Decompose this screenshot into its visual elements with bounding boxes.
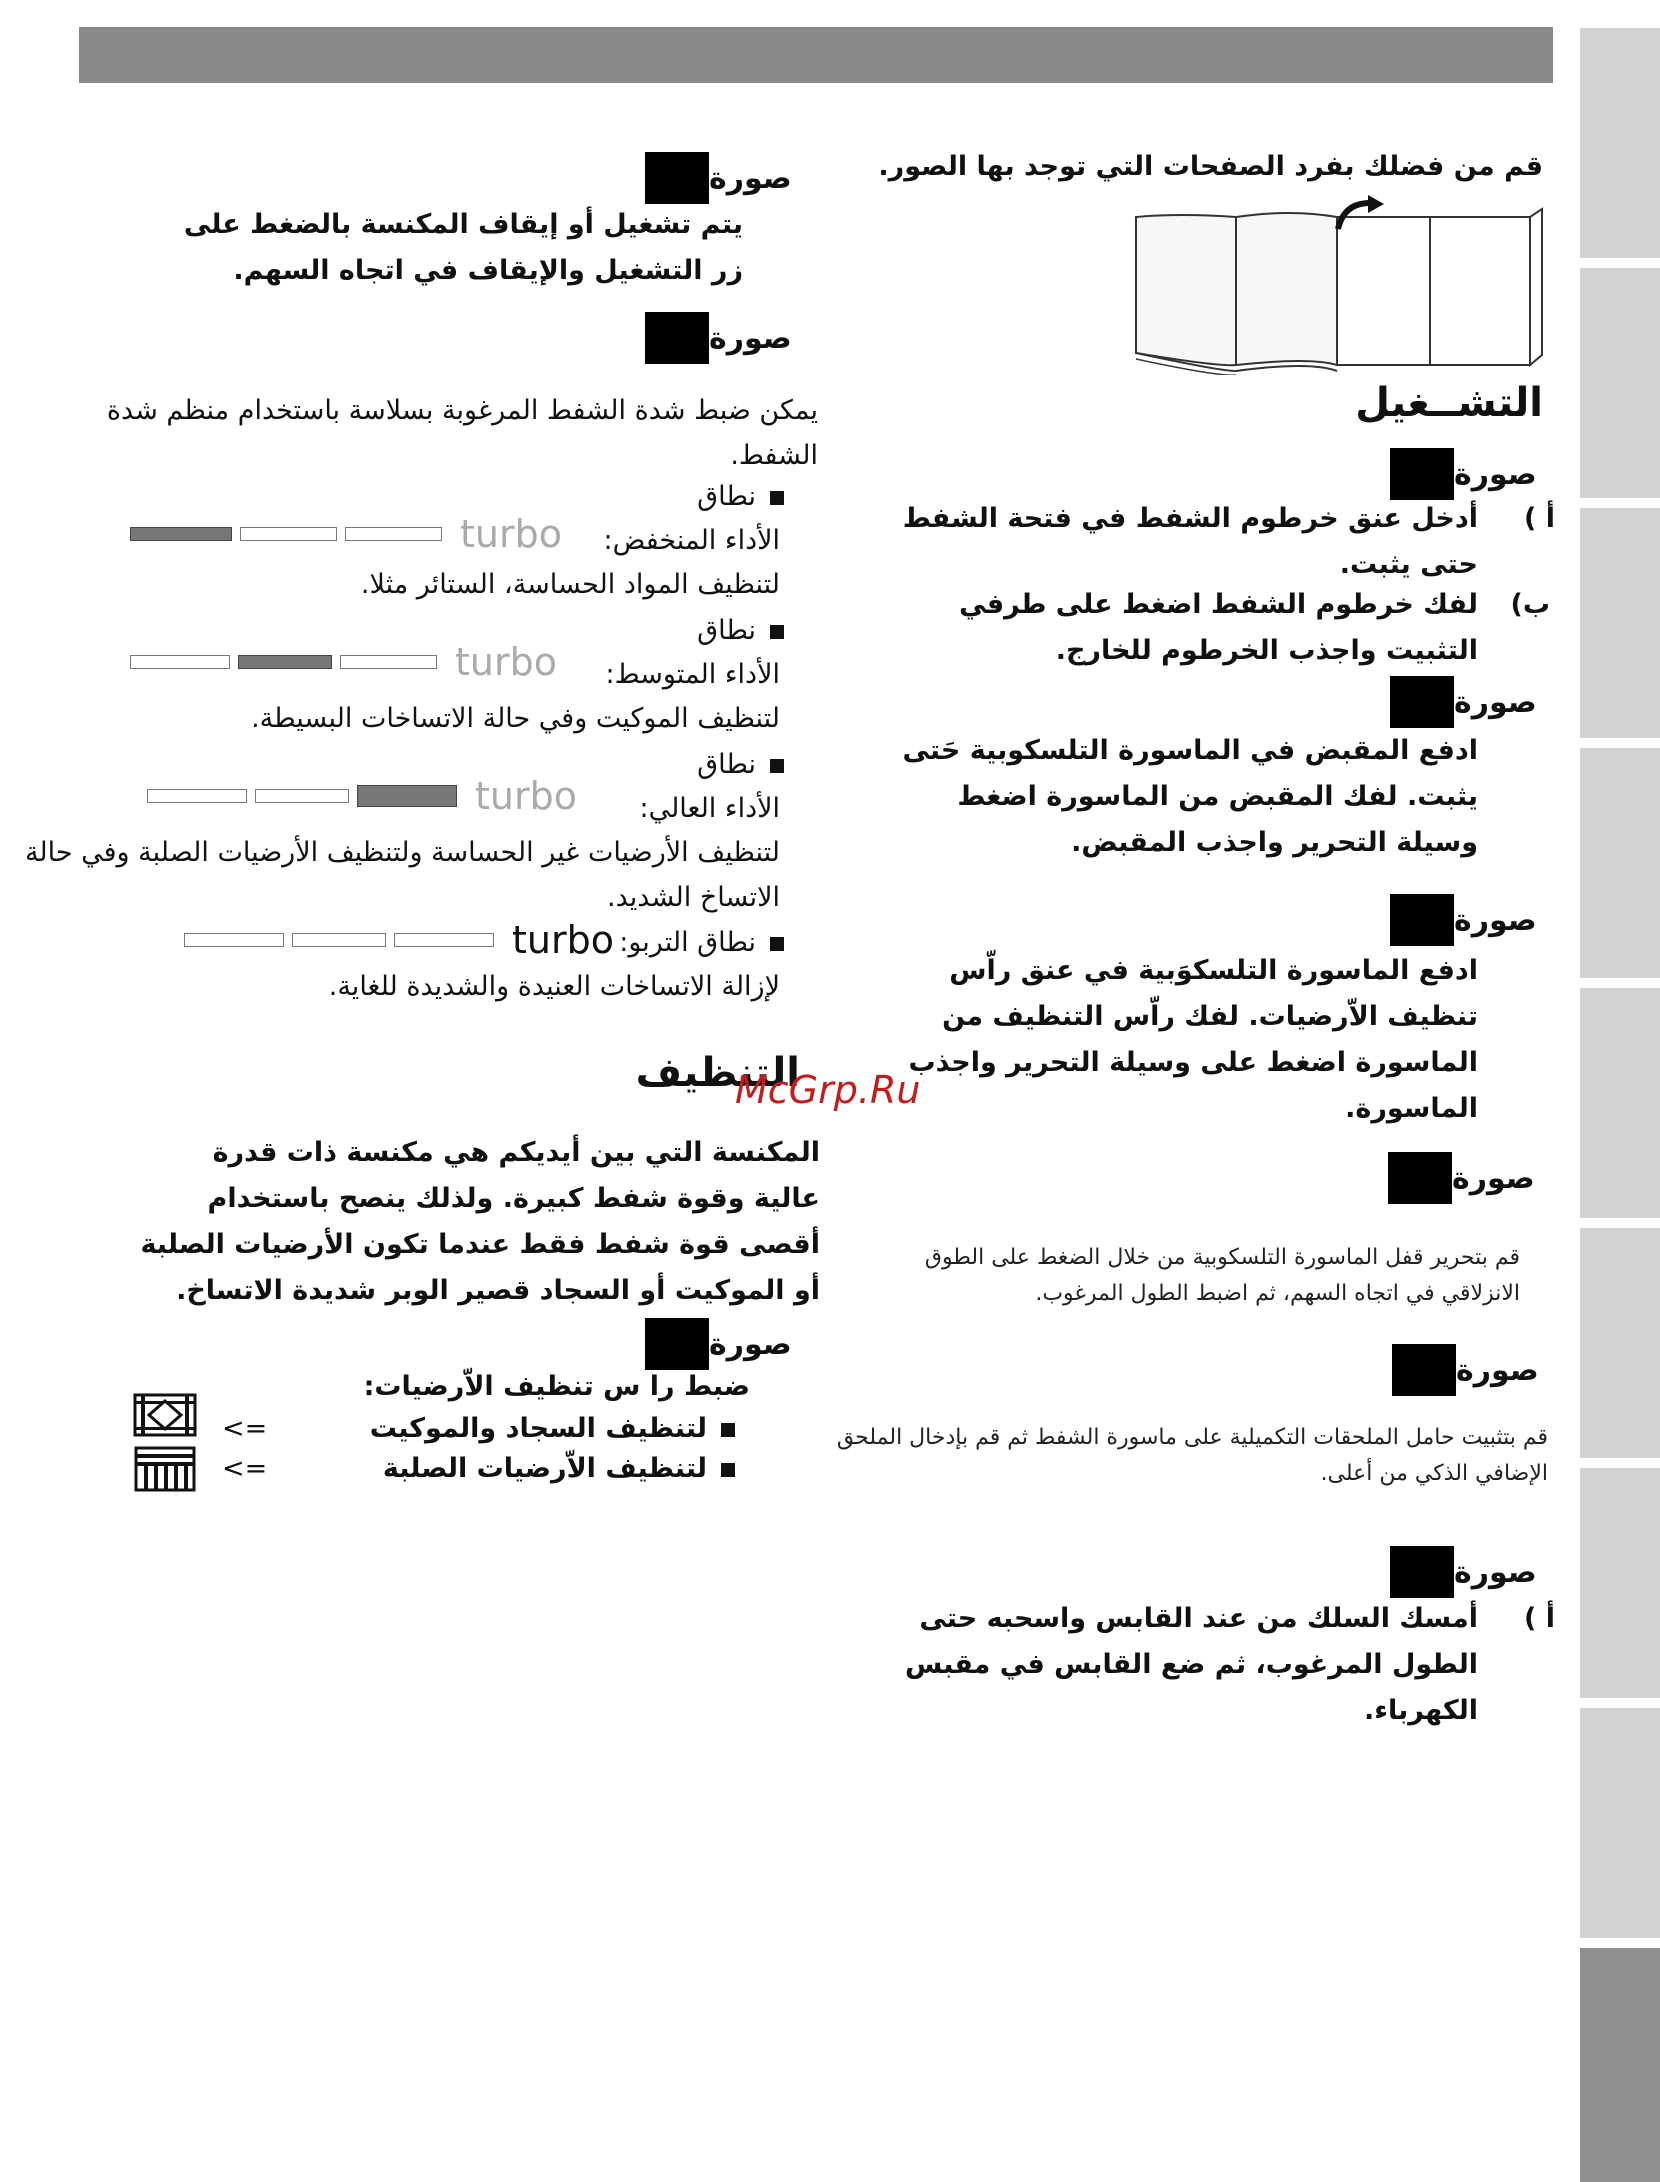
suction-meter-high [147,774,577,818]
range-turbo-desc: لإزالة الاتساخات العنيدة والشديدة للغاية. [328,971,780,1002]
meter-segment [292,933,386,947]
header-bar [79,27,1553,83]
suction-meter-turbo [184,918,614,962]
step-b-text: لفك خرطوم الشفط اضغط على طرفي التثبيت واجذب الخرطوم للخارج. [959,589,1478,666]
carpet-setting-item: لتنظيف السجاد والموكيت [370,1406,735,1452]
meter-segment [357,785,457,807]
cleaning-text: المكنسة التي بين أيديكم هي مكنسة ذات قدرة عالية وقوة شفط كبيرة. ولذلك ينصح باستخدام أقصى قوة شفط فقط عندما تكون الأرضيات الصلبة أو الموكيت أو السجاد قصير الوبر شديدة الاتساخ. [140,1137,820,1306]
step-a-text: أدخل عنق خرطوم الشفط في فتحة الشفط حتى يثبت. [902,503,1478,580]
hard-floor-setting-item: لتنظيف الاّرضيات الصلبة [383,1446,735,1492]
figure-2-text: ادفع المقبض في الماسورة التلسكوبية حَتى يثبت. لفك المقبض من الماسورة اضغط وسيلة التحرير واجذب المقبض. [902,735,1478,858]
meter-segment [340,655,437,669]
figure-4-text: قم بتحرير قفل الماسورة التلسكوبية من خلال الضغط على الطوق الانزلاقي في اتجاه السهم، ثم اضبط الطول المرغوب. [924,1245,1520,1306]
bullet-icon [721,1423,735,1437]
side-tab-2[interactable] [1580,268,1660,498]
hard-floor-setting-icon [134,1446,196,1492]
figure-6-text: أمسك السلك من عند القابس واسحبه حتى الطول المرغوب، ثم ضع القابس في مقبس الكهرباء. [905,1603,1478,1726]
figure-number-box [1390,1546,1454,1598]
side-tab-6[interactable] [1580,1228,1660,1458]
figure-5-text: قم بتثبيت حامل الملحقات التكميلية على ماسورة الشفط ثم قم بإدخال الملحق الإضافي الذكي من أعلى. [836,1425,1548,1486]
bullet-icon [770,759,784,773]
bullet-icon [770,937,784,951]
figure-number-box [645,1318,709,1370]
suction-meter-mid [130,640,557,684]
section-cleaning-heading: التنظيف [635,1050,800,1096]
figure-9-label: صورة [645,1318,792,1370]
arrow-symbol: <= [222,1453,268,1484]
figure-7-text: يتم تشغيل أو إيقاف المكنسة بالضغط على زر التشغيل والإيقاف في اتجاه السهم. [183,209,743,286]
range-low-desc: لتنظيف المواد الحساسة، الستائر مثلا. [360,569,780,600]
arrow-symbol: <= [222,1413,268,1444]
figure-2-label: صورة [1390,676,1537,728]
section-operation-heading: التشــغيل [1355,380,1543,426]
turbo-label: turbo [455,640,557,684]
bullet-icon [770,491,784,505]
suction-meter-low [130,512,562,556]
side-tab-5[interactable] [1580,988,1660,1218]
range-high-title: نطاق [697,742,784,787]
intro-text: قم من فضلك بفرد الصفحات التي توجد بها الصور. [878,151,1543,182]
figure-number-box [1390,894,1454,946]
side-tab-7[interactable] [1580,1468,1660,1698]
meter-segment [255,789,349,803]
watermark: McGrp.Ru [735,1068,921,1112]
figure-number-box [1390,448,1454,500]
step-a-marker: أ ) [1524,1603,1555,1634]
range-mid-label: الأداء المتوسط: [605,659,780,690]
figure-3-text: ادفع الماسورة التلسكوَبية في عنق راّس تنظيف الاّرضيات. لفك راّس التنظيف من الماسورة اضغط على وسيلة التحرير واجذب الماسورة. [908,955,1478,1124]
range-mid-title: نطاق [697,608,784,653]
meter-segment [147,789,247,803]
range-low-label: الأداء المنخفض: [603,525,780,556]
figure-7-label: صورة [645,152,792,204]
figure-6-label: صورة [1390,1546,1537,1598]
range-high-label: الأداء العالي: [639,793,780,824]
range-low-title: نطاق [697,474,784,519]
figure-number-box [645,152,709,204]
floor-head-title: ضبط را س تنظيف الاّرضيات: [363,1371,750,1402]
range-mid-desc: لتنظيف الموكيت وفي حالة الاتساخات البسيطة. [251,703,780,734]
figure-3-label: صورة [1390,894,1537,946]
turbo-label: turbo [512,918,614,962]
step-b-marker: ب) [1510,589,1550,620]
unfold-pages-illustration [1130,195,1555,375]
bullet-icon [721,1463,735,1477]
meter-segment [240,527,337,541]
suction-intro-text: يمكن ضبط شدة الشفط المرغوبة بسلاسة باستخدام منظم شدة الشفط. [106,395,818,471]
figure-number-box [645,312,709,364]
figure-4-label: صورة [1388,1152,1535,1204]
meter-segment [184,933,284,947]
side-tab-3[interactable] [1580,508,1660,738]
carpet-setting-icon [133,1393,197,1437]
figure-1-label: صورة [1390,448,1537,500]
side-tab-8[interactable] [1580,1708,1660,1938]
figure-number-box [1390,676,1454,728]
meter-segment [130,655,230,669]
figure-number-box [1388,1152,1452,1204]
meter-segment [394,933,494,947]
side-tab-1[interactable] [1580,28,1660,258]
bullet-icon [770,625,784,639]
turbo-label: turbo [475,774,577,818]
range-high-desc: لتنظيف الأرضيات غير الحساسة ولتنظيف الأرضيات الصلبة وفي حالة الاتساخ الشديد. [24,837,780,913]
meter-segment [130,527,232,541]
side-tab-active[interactable] [1580,1948,1660,2182]
meter-segment [345,527,442,541]
side-tab-4[interactable] [1580,748,1660,978]
range-turbo-title: نطاق التربو: [619,920,784,965]
figure-number-box [1392,1344,1456,1396]
turbo-label: turbo [460,512,562,556]
figure-5-label: صورة [1392,1344,1539,1396]
step-a-marker: أ ) [1524,503,1555,534]
figure-8-label: صورة [645,312,792,364]
meter-segment [238,655,332,669]
